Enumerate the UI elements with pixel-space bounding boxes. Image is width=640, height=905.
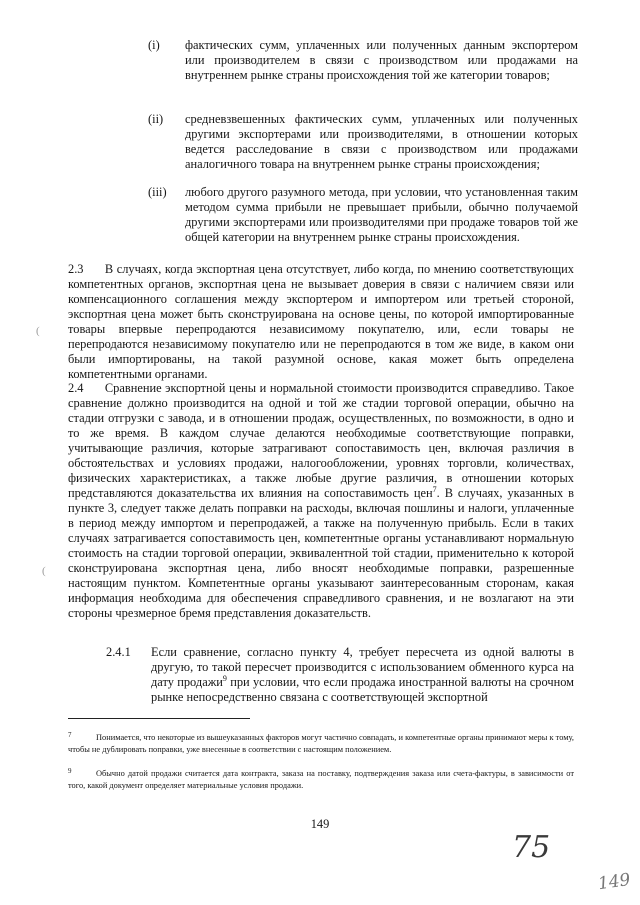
footnote-ref-9[interactable]: 9 xyxy=(222,673,227,683)
footnote-mark: 7 xyxy=(68,731,72,739)
list-item-number: (ii) xyxy=(148,112,164,126)
list-item-number: (i) xyxy=(148,38,160,52)
list-item-i xyxy=(148,38,578,83)
paragraph-text: Если сравнение, согласно пункту 4, требует пересчета из одной валюты в другую, то такой пересчет производится с использованием обменного курса на дату продажи xyxy=(151,645,574,689)
footnote-separator xyxy=(68,718,250,719)
paragraph-text-continued: . В случаях, указанных в пункте 3, следует также делать поправки на расходы, включая пошлины и налоги, уплаченные в период между импортом и перепродажей, а также на полученную прибыль. Если в таких случаях затрагивается сопоставимость цен, компетентные органы устанавливают нормальную стоимость на стадии торговой операции, эквивалентной той стадии, применительно к которой сконструирована экспортная цена, либо вносят необходимые поправки, разрешенные настоящим пунктом. Компетентные органы указывают заинтересованным сторонам, какая информация необходима для обеспечения справедливого сравнения, и не возлагают на эти стороны чрезмерное бремя представления доказательств. xyxy=(68,486,574,620)
paragraph-2-4 xyxy=(68,381,574,621)
list-item-text: фактических сумм, уплаченных или полученных данным экспортером или производителем в связи с производством или продажами на внутреннем рынке страны происхождения той же категории товаров; xyxy=(185,38,578,82)
list-item-text: средневзвешенных фактических сумм, уплаченных или полученных другими экспортерами или производителями, в отношении которых ведется расследование в связи с производством или продажами аналогичного товара на внутреннем рынке страны происхождения; xyxy=(185,112,578,171)
footnote-7 xyxy=(68,732,574,756)
paragraph-text: В случаях, когда экспортная цена отсутствует, либо когда, по мнению соответствующих компетентных органов, экспортная цена не вызывает доверия в связи с наличием связи или компенсационного соглашения между экспортером и импортером или третьей стороной, экспортная цена может быть сконструирована на основе цены, по которой импортированные товары впервые перепродаются независимому покупателю, или, если товары не перепродаются независимому покупателю или не перепродаются в том же виде, в каком они были импортированы, на такой разумной основе, какая может быть определена компетентными органами. xyxy=(68,262,574,381)
list-item-text: любого другого разумного метода, при условии, что установленная таким методом сумма прибыли не превышает прибыли, обычно получаемой другими экспортерами или производителями при продаже товаров той же общей категории на внутреннем рынке страны происхождения. xyxy=(185,185,578,244)
footnote-text: Обычно датой продажи считается дата контракта, заказа на поставку, подтверждения заказа или счета-фактуры, в зависимости от того, какой документ определяет материальные условия продажи. xyxy=(68,769,574,790)
paragraph-text: Сравнение экспортной цены и нормальной стоимости производится справедливо. Такое сравнение должно производится на одной и той же стадии торговой операции, обычно на стадии отгрузки с завода, и в отношении продаж, осуществленных, по возможности, в одно и то же время. В каждом случае делаются необходимые соответствующие поправки, учитывающие различия, которые затрагивают сопоставимость цен, включая различия в обстоятельствах и условиях продажи, налогообложении, уровнях торговли, количествах, физических характеристиках, а также любые другие различия, в отношении которых представляются доказательства их влияния на сопоставимость цен xyxy=(68,381,574,500)
paragraph-number: 2.4.1 xyxy=(106,645,131,659)
page-number: 149 xyxy=(310,817,330,831)
paragraph-text-continued: при условии, что если продажа иностранной валюты на срочном рынке непосредственно связана с соответствующей экспортной xyxy=(151,675,574,704)
paragraph-2-3 xyxy=(68,262,574,382)
margin-scan-mark: ( xyxy=(36,325,40,337)
paragraph-number: 2.3 xyxy=(68,262,84,276)
footnote-9 xyxy=(68,768,574,792)
handwritten-page-stamp: 75 xyxy=(512,830,551,865)
margin-scan-mark: ( xyxy=(42,565,46,577)
list-item-number: (iii) xyxy=(148,185,167,199)
footnote-ref-7[interactable]: 7 xyxy=(432,484,437,494)
list-item-iii xyxy=(148,185,578,245)
footnote-text: Понимается, что некоторые из вышеуказанных факторов могут частично совпадать, и компетентные органы принимают меры к тому, чтобы не дублировать поправки, уже внесенные в соответствии с настоящим положением. xyxy=(68,733,574,754)
list-item-ii xyxy=(148,112,578,172)
paragraph-2-4-1 xyxy=(106,645,574,705)
footnote-mark: 9 xyxy=(68,767,72,775)
handwritten-corner-number: 149 xyxy=(596,869,632,895)
paragraph-number: 2.4 xyxy=(68,381,84,395)
